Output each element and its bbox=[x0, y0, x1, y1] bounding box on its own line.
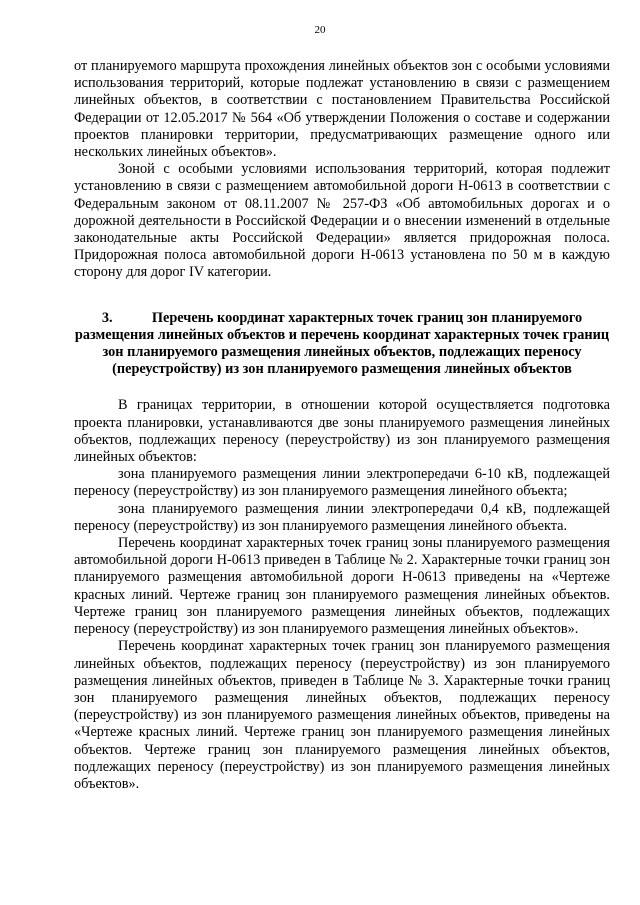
paragraph: В границах территории, в отношении которой осуществляется подготовка проекта планировки, устанавливаются две зоны планируемого размещения линейных объектов, подлежащих переносу (переустройству) из зон планируемого размещения линейных объектов: bbox=[74, 397, 610, 466]
list-item: зона планируемого размещения линии электропередачи 6-10 кВ, подлежащей переносу (переустройству) из зон планируемого размещения линейного объекта; bbox=[74, 466, 610, 500]
paragraph: Зоной с особыми условиями использования территорий, которая подлежит установлению в связи с размещением автомобильной дороги Н-0613 в соответствии с Федеральным законом от 08.11.2007 № 257-ФЗ «Об автомобильных дорогах и о дорожной деятельности в Российской Федерации и о внесении изменений в отдельные законодательные акты Российской Федерации» является придорожная полоса. Придорожная полоса автомобильной дороги Н-0613 установлена по 50 м в каждую сторону для дорог IV категории. bbox=[74, 161, 610, 281]
paragraph: от планируемого маршрута прохождения линейных объектов зон с особыми условиями использования территорий, которые подлежат установлению в связи с размещением линейных объектов, в соответствии с постановлением Правительства Российской Федерации от 12.05.2017 № 564 «Об утверждении Положения о составе и содержании проектов планировки территории, предусматривающих размещение одного или нескольких линейных объектов». bbox=[74, 58, 610, 161]
section-number: 3. bbox=[101, 309, 113, 326]
paragraph: Перечень координат характерных точек границ зон планируемого размещения линейных объектов, подлежащих переносу (переустройству) из зон планируемого размещения линейных объектов, приведен в Таблице № 3. Характерные точки границ зон планируемого размещения линейных объектов, подлежащих переносу (переустройству) из зон планируемого размещения линейных объектов, приведены на «Чертеже красных линий. Чертеже границ зон планируемого размещения линейных объектов. Чертеже границ зон планируемого размещения линейных объектов, подлежащих переносу (переустройству) из зон планируемого размещения линейных объектов». bbox=[74, 638, 610, 792]
paragraph: Перечень координат характерных точек границ зоны планируемого размещения автомобильной дороги Н-0613 приведен в Таблице № 2. Характерные точки границ зон планируемого размещения автомобильной дороги Н-0613 приведены на «Чертеже красных линий. Чертеже границ зон планируемого размещения линейных объектов. Чертеже границ зон планируемого размещения линейных объектов, подлежащих переносу (переустройству) из зон планируемого размещения линейных объектов». bbox=[74, 535, 610, 638]
page-number: 20 bbox=[314, 24, 326, 36]
section-title: Перечень координат характерных точек границ зон планируемого размещения линейных объектов и перечень координат характерных точек границ зон планируемого размещения линейных объектов, подлежащих переносу (переустройству) из зон планируемого размещения линейных объектов bbox=[74, 309, 610, 378]
list-item: зона планируемого размещения линии электропередачи 0,4 кВ, подлежащей переносу (переустройству) из зон планируемого размещения линейного объекта. bbox=[74, 500, 610, 534]
document-body bbox=[74, 58, 610, 793]
section-heading bbox=[74, 310, 610, 379]
